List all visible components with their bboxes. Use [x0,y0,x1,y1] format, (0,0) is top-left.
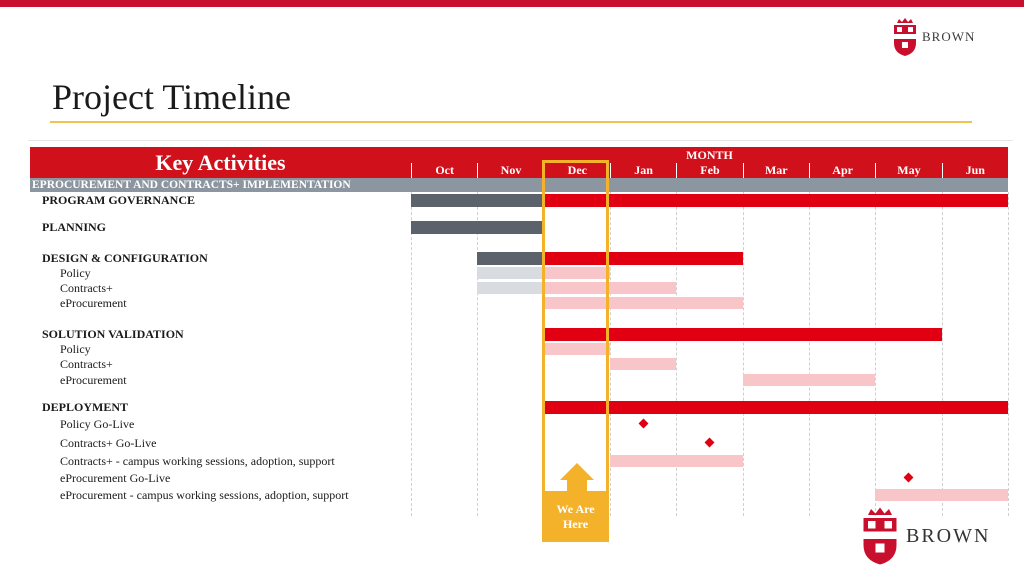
section-label: EPROCUREMENT AND CONTRACTS+ IMPLEMENTATION [32,179,351,191]
shield-icon [892,17,918,57]
milestone-diamond [904,473,914,483]
timeline-bar-sub-task [743,374,876,386]
timeline-bar-complete [411,194,544,207]
activity-heading: PLANNING [42,220,107,234]
brown-logo-bottom [860,506,990,566]
activity-item: eProcurement - campus working sessions, adoption, support [60,488,349,502]
activity-item: Policy [60,266,91,280]
activity-heading: SOLUTION VALIDATION [42,327,184,341]
gridline [477,192,478,516]
month-mar: Mar [743,163,809,178]
activity-item: Contracts+ [60,357,113,371]
gridline [610,192,611,516]
activity-item: eProcurement [60,296,127,310]
page-title: Project Timeline [52,77,292,117]
timeline-bar-complete [477,252,543,265]
timeline-bar-sub-task [610,358,676,370]
gridline [942,192,943,516]
activity-heading: PROGRAM GOVERNANCE [42,193,195,207]
activity-heading: DESIGN & CONFIGURATION [42,251,208,265]
month-feb: Feb [676,163,742,178]
activity-item: Contracts+ [60,281,113,295]
gridline [676,192,677,516]
gridline [411,192,412,516]
marker-line-1: We Are [556,501,595,516]
month-jan: Jan [610,163,676,178]
activity-item: Policy Go-Live [60,417,135,431]
timeline-bar-in-progress [477,267,543,279]
timeline-bar-sub-task [610,455,743,467]
title-underline [50,121,972,123]
up-arrow-icon [560,463,594,480]
marker-line-2: Here [562,516,589,531]
activity-item: eProcurement [60,373,127,387]
gridline [1008,192,1009,516]
month-oct: Oct [411,163,477,178]
divider [28,140,1013,141]
month-nov: Nov [477,163,543,178]
brand-name: BROWN [922,29,976,44]
timeline-bar-planned [544,194,1008,207]
timeline-bar-sub-task [875,489,1008,501]
month-dec: Dec [544,163,610,178]
month-may: May [875,163,941,178]
month-header: MONTH [411,147,1008,163]
shield-icon [860,506,900,566]
we-are-here-marker [542,491,609,542]
timeline-bar-in-progress [477,282,543,294]
milestone-diamond [638,419,648,429]
brown-logo-top [892,17,975,57]
brand-name-large: BROWN [906,524,991,547]
month-apr: Apr [809,163,875,178]
activity-heading: DEPLOYMENT [42,400,129,414]
activity-item: Contracts+ Go-Live [60,436,157,450]
timeline-bar-complete [411,221,544,234]
gridline [875,192,876,516]
milestone-diamond [705,438,715,448]
month-jun: Jun [942,163,1008,178]
arrow-stem [567,479,587,491]
activity-item: Contracts+ - campus working sessions, adoption, support [60,454,335,468]
gridline [743,192,744,516]
key-activities-header: Key Activities [30,147,411,178]
gridline [809,192,810,516]
timeline-bar-planned [544,401,1008,414]
top-accent-bar [0,0,1024,7]
activity-item: Policy [60,342,91,356]
activity-item: eProcurement Go-Live [60,471,171,485]
